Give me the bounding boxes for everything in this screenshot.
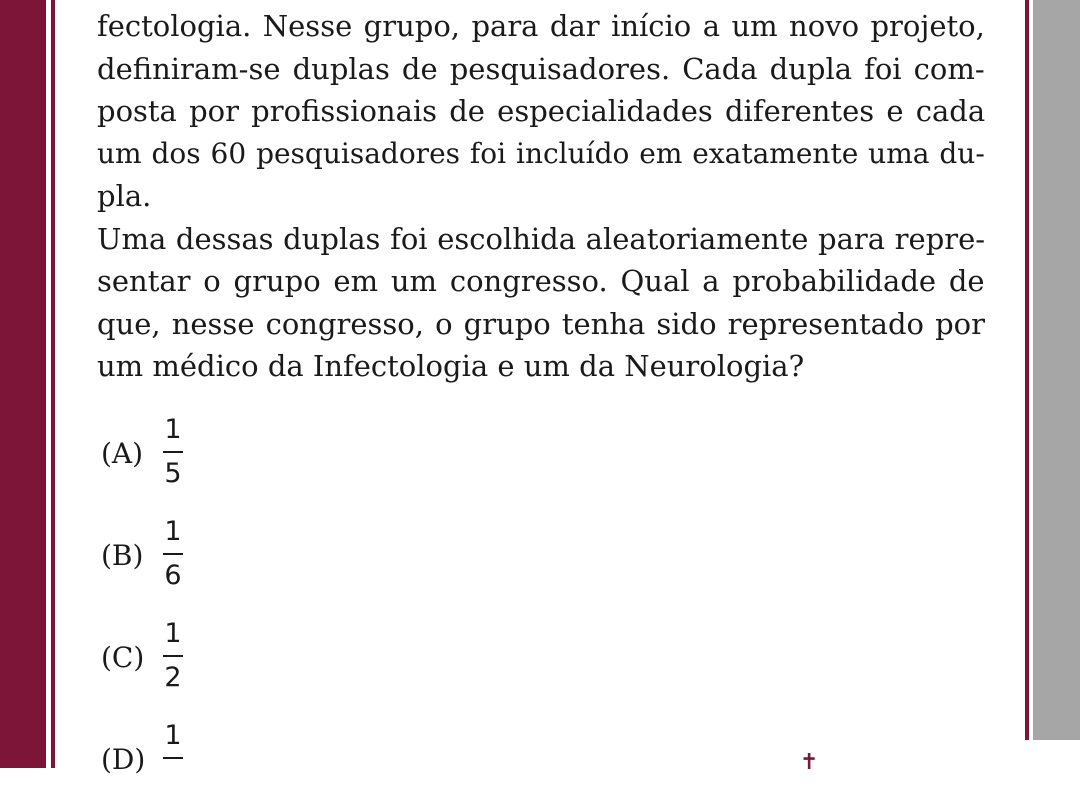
option-label: (A): [101, 437, 144, 470]
question-line: fectologia. Nesse grupo, para dar início a um novo projeto,: [97, 9, 985, 43]
fraction-denominator: 6: [164, 560, 182, 591]
option-a[interactable]: [97, 415, 297, 495]
option-label: (B): [101, 539, 144, 572]
question-line: um dos 60 pesquisadores foi incluído em exatamente uma du-: [97, 136, 985, 170]
left-border-bar: [0, 0, 46, 768]
question-line: pla.: [97, 179, 152, 213]
question-line: Uma dessas duplas foi escolhida aleatoriamente para repre-: [97, 221, 986, 256]
option-label: (C): [101, 641, 145, 674]
question-line: definiram-se duplas de pesquisadores. Cada dupla foi com-: [97, 51, 985, 86]
fraction-denominator: 5: [164, 458, 182, 489]
fraction-numerator: 1: [164, 516, 182, 547]
question-text: [97, 5, 985, 388]
question-line: que, nesse congresso, o grupo tenha sido representado por: [97, 306, 985, 341]
option-d[interactable]: [97, 721, 297, 801]
fraction-numerator: 1: [164, 414, 182, 445]
fraction-bar: [163, 757, 183, 759]
fraction-bar: [163, 451, 183, 453]
right-gray-margin: [1033, 0, 1080, 740]
fraction-numerator: 1: [164, 720, 182, 751]
fraction-bar: [163, 553, 183, 555]
left-border-line: [51, 0, 55, 768]
fraction-denominator: 2: [164, 662, 182, 693]
question-line: um médico da Infectologia e um da Neurologia?: [97, 349, 805, 383]
right-border-line: [1025, 0, 1029, 740]
fraction-bar: [163, 655, 183, 657]
fraction-numerator: 1: [164, 618, 182, 649]
cross-mark-icon: ✝: [800, 750, 819, 775]
option-c[interactable]: [97, 619, 297, 699]
question-line: sentar o grupo em um congresso. Qual a probabilidade de: [97, 264, 985, 298]
option-label: (D): [101, 743, 146, 776]
option-b[interactable]: [97, 517, 297, 597]
question-line: posta por profissionais de especialidades diferentes e cada: [97, 94, 986, 128]
